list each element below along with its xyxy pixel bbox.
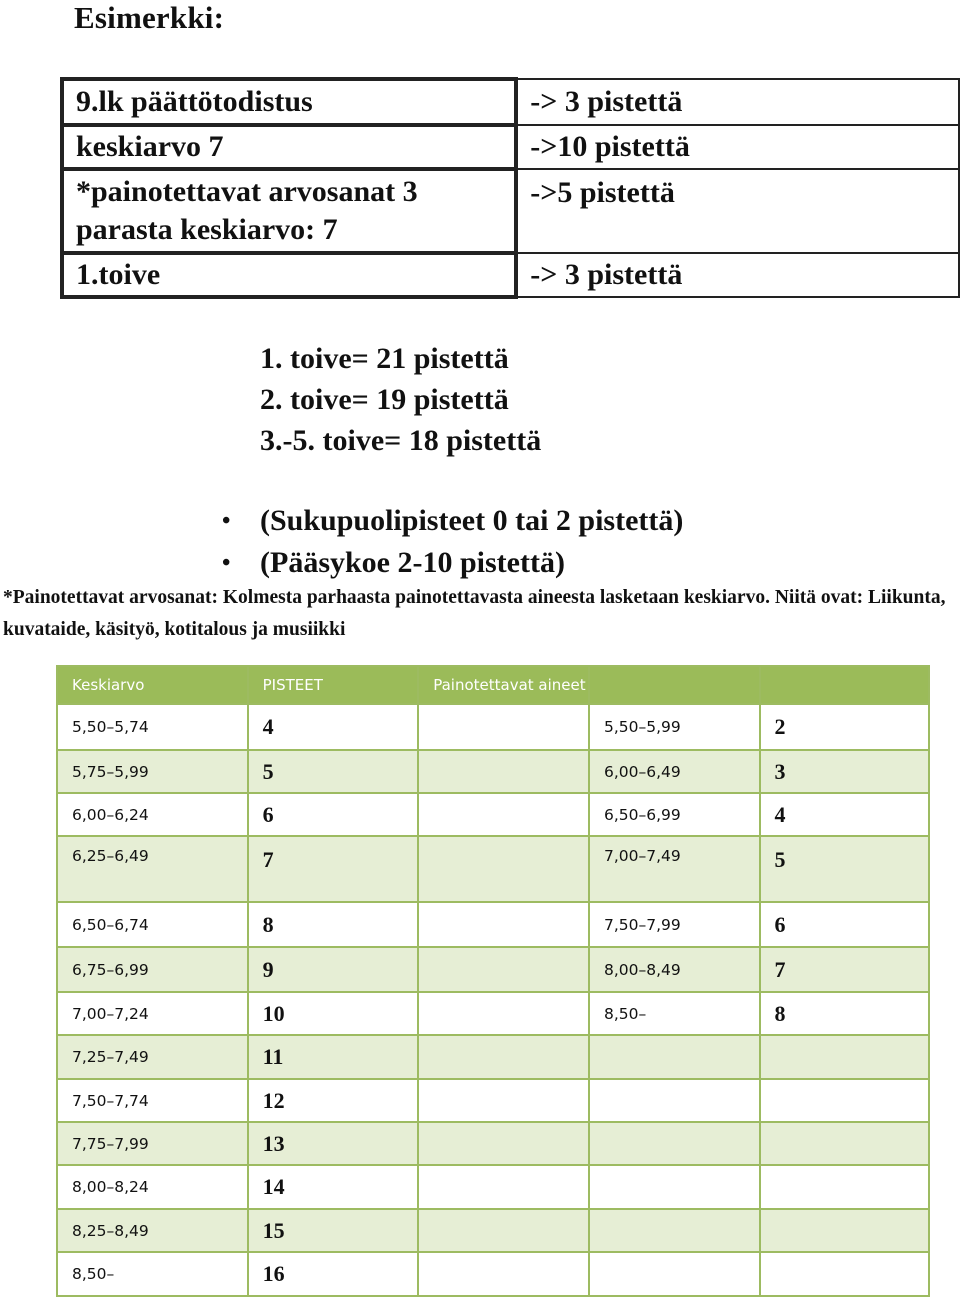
empty-cell (418, 947, 589, 992)
table-row (57, 1035, 929, 1079)
empty-cell (418, 1122, 589, 1165)
table-row (57, 836, 929, 902)
extra-points-item: • (Pääsykoe 2-10 pistettä) (222, 542, 683, 584)
weighted-points-cell: 8 (760, 992, 929, 1035)
weighted-range-cell: 6,50–6,99 (589, 793, 760, 836)
weighted-range-cell (589, 1079, 760, 1122)
weighted-range-cell (589, 1122, 760, 1165)
example-value: -> 3 pistettä (516, 253, 959, 297)
table-row (57, 1122, 929, 1165)
empty-cell (418, 992, 589, 1035)
weighted-points-cell: 5 (760, 836, 929, 902)
header-pisteet: PISTEET (248, 666, 419, 704)
table-row (57, 1252, 929, 1296)
table-row (57, 947, 929, 992)
header-painotettavat: Painotettavat aineet (418, 666, 589, 704)
pisteet-cell: 8 (248, 902, 419, 947)
example-label: keskiarvo 7 (62, 125, 516, 169)
keskiarvo-cell: 8,25–8,49 (57, 1209, 248, 1252)
weighted-range-cell: 7,00–7,49 (589, 836, 760, 902)
weighted-points-cell: 6 (760, 902, 929, 947)
pisteet-cell: 16 (248, 1252, 419, 1296)
keskiarvo-cell: 6,00–6,24 (57, 793, 248, 836)
weighted-range-cell (589, 1252, 760, 1296)
wish-points-line: 3.-5. toive= 18 pistettä (260, 424, 542, 457)
table-row (57, 750, 929, 793)
empty-cell (418, 1252, 589, 1296)
weighted-points-cell: 7 (760, 947, 929, 992)
header-empty (760, 666, 929, 704)
empty-cell (418, 750, 589, 793)
empty-cell (418, 793, 589, 836)
weighted-points-cell (760, 1122, 929, 1165)
example-row (62, 253, 959, 297)
example-row (62, 169, 959, 253)
table-row (57, 902, 929, 947)
keskiarvo-cell: 7,25–7,49 (57, 1035, 248, 1079)
weighted-range-cell (589, 1209, 760, 1252)
header-empty (589, 666, 760, 704)
footnote: *Painotettavat arvosanat: Kolmesta parhaasta painotettavasta aineesta lasketaan keskiarvo. Niitä ovat: Liikunta, kuvataide, käsityö, kotitalous ja musiikki (3, 587, 946, 640)
pisteet-cell: 12 (248, 1079, 419, 1122)
pisteet-cell: 7 (248, 836, 419, 902)
example-label: 1.toive (62, 253, 516, 297)
weighted-points-cell (760, 1079, 929, 1122)
example-label: 9.lk päättötodistus (62, 79, 516, 125)
keskiarvo-cell: 7,00–7,24 (57, 992, 248, 1035)
empty-cell (418, 902, 589, 947)
extra-points-item: • (Sukupuolipisteet 0 tai 2 pistettä) (222, 500, 683, 542)
table-row (57, 992, 929, 1035)
points-table (56, 665, 930, 1297)
keskiarvo-cell: 8,50– (57, 1252, 248, 1296)
empty-cell (418, 704, 589, 750)
pisteet-cell: 6 (248, 793, 419, 836)
empty-cell (418, 1209, 589, 1252)
empty-cell (418, 1035, 589, 1079)
wish-points-list (260, 338, 541, 461)
keskiarvo-cell: 5,75–5,99 (57, 750, 248, 793)
empty-cell (418, 1165, 589, 1209)
table-row (57, 1209, 929, 1252)
keskiarvo-cell: 7,50–7,74 (57, 1079, 248, 1122)
keskiarvo-cell: 8,00–8,24 (57, 1165, 248, 1209)
example-row (62, 79, 959, 125)
keskiarvo-cell: 6,25–6,49 (57, 836, 248, 902)
table-row (57, 1079, 929, 1122)
pisteet-cell: 9 (248, 947, 419, 992)
example-value: -> 3 pistettä (516, 79, 959, 125)
table-row (57, 793, 929, 836)
pisteet-cell: 4 (248, 704, 419, 750)
points-table-header (57, 666, 929, 704)
weighted-range-cell: 7,50–7,99 (589, 902, 760, 947)
weighted-range-cell: 8,00–8,49 (589, 947, 760, 992)
pisteet-cell: 13 (248, 1122, 419, 1165)
weighted-points-cell (760, 1252, 929, 1296)
empty-cell (418, 836, 589, 902)
weighted-points-cell (760, 1035, 929, 1079)
pisteet-cell: 15 (248, 1209, 419, 1252)
example-value: ->5 pistettä (516, 169, 959, 253)
weighted-points-cell (760, 1209, 929, 1252)
weighted-points-cell: 3 (760, 750, 929, 793)
example-value: ->10 pistettä (516, 125, 959, 169)
pisteet-cell: 5 (248, 750, 419, 793)
keskiarvo-cell: 7,75–7,99 (57, 1122, 248, 1165)
weighted-range-cell: 5,50–5,99 (589, 704, 760, 750)
wish-points-line: 2. toive= 19 pistettä (260, 383, 509, 416)
weighted-points-cell: 2 (760, 704, 929, 750)
keskiarvo-cell: 6,75–6,99 (57, 947, 248, 992)
empty-cell (418, 1079, 589, 1122)
weighted-range-cell: 6,00–6,49 (589, 750, 760, 793)
weighted-range-cell (589, 1035, 760, 1079)
table-row (57, 704, 929, 750)
pisteet-cell: 10 (248, 992, 419, 1035)
keskiarvo-cell: 6,50–6,74 (57, 902, 248, 947)
pisteet-cell: 11 (248, 1035, 419, 1079)
page-heading: Esimerkki: (74, 0, 225, 35)
wish-points-line: 1. toive= 21 pistettä (260, 342, 509, 375)
header-keskiarvo: Keskiarvo (57, 666, 248, 704)
keskiarvo-cell: 5,50–5,74 (57, 704, 248, 750)
example-label: *painotettavat arvosanat 3 parasta keskiarvo: 7 (62, 169, 516, 253)
extra-points-list (222, 500, 683, 584)
weighted-range-cell: 8,50– (589, 992, 760, 1035)
weighted-points-cell (760, 1165, 929, 1209)
table-row (57, 1165, 929, 1209)
weighted-points-cell: 4 (760, 793, 929, 836)
pisteet-cell: 14 (248, 1165, 419, 1209)
example-row (62, 125, 959, 169)
weighted-range-cell (589, 1165, 760, 1209)
example-table (60, 77, 960, 299)
